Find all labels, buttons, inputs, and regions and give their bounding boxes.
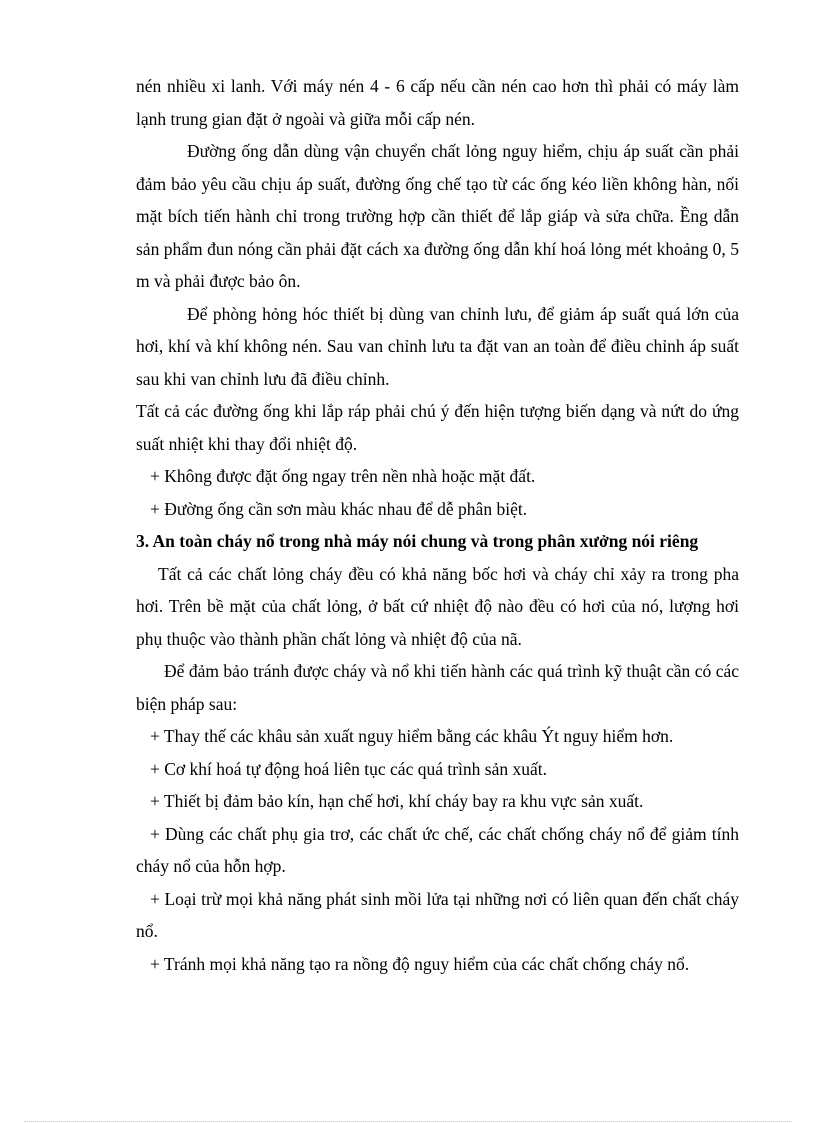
bullet-replace-hazardous: + Thay thế các khâu sản xuất nguy hiểm bằng các khâu Ýt nguy hiểm hơn. [150,726,674,746]
paragraph-flammable-liquids: Tất cả các chất lỏng cháy đều có khả năng bốc hơi và cháy chỉ xảy ra trong pha hơi. Trên bề mặt của chất lỏng, ở bất cứ nhiệt độ nào đều có hơi của nó, lượng hơi phụ thuộc vào thành phần chất lỏng và nhiệt độ của nã. [136,563,739,649]
paragraph-compressor-cooling: nén nhiều xi lanh. Với máy nén 4 - 6 cấp nếu cần nén cao hơn thì phải có máy làm lạnh trung gian đặt ở ngoài và giữa mỗi cấp nén. [136,76,739,129]
bullet-automation: + Cơ khí hoá tự động hoá liên tục các quá trình sản xuất. [150,758,547,779]
bullet-pipe-color: + Đường ống cần sơn màu khác nhau để dễ phân biệt. [150,498,528,519]
document-body [136,70,739,980]
bullet-dangerous-concentration: + Tránh mọi khả năng tạo ra nồng độ nguy hiểm của các chất chống cháy nổ. [150,953,690,974]
bullet-sealed-equipment: + Thiết bị đảm bảo kín, hạn chế hơi, khí cháy bay ra khu vực sản xuất. [150,791,644,811]
bullet-ignition-sources: + Loại trừ mọi khả năng phát sinh mồi lửa tại những nơi có liên quan đến chất cháy nổ. [136,888,739,941]
paragraph-thermal-stress: Tất cả các đường ống khi lắp ráp phải chú ý đến hiện tượng biến dạng và nứt do ứng suất nhiệt khi thay đổi nhiệt độ. [136,401,739,454]
bullet-pipe-placement: + Không được đặt ống ngay trên nền nhà hoặc mặt đất. [150,466,536,486]
paragraph-check-valve: Để phòng hỏng hóc thiết bị dùng van chỉnh lưu, để giảm áp suất quá lớn của hơi, khí và khí không nén. Sau van chỉnh lưu ta đặt van an toàn để điều chỉnh áp suất sau khi van chỉnh lưu đã điều chỉnh. [136,303,739,389]
bullet-inert-additives: + Dùng các chất phụ gia trơ, các chất ức chế, các chất chống cháy nổ để giảm tính cháy nổ của hỗn hợp. [136,823,739,876]
paragraph-fire-prevention-intro: Để đảm bảo tránh được cháy và nổ khi tiến hành các quá trình kỹ thuật cần có các biện pháp sau: [136,661,739,714]
section-heading-fire-safety: 3. An toàn cháy nổ trong nhà máy nói chung và trong phân xưởng nói riêng [136,531,699,551]
paragraph-pipeline-requirements: Đường ống dẫn dùng vận chuyển chất lỏng nguy hiểm, chịu áp suất cần phải đảm bảo yêu cầu chịu áp suất, đường ống chế tạo từ các ống kéo liền không hàn, nối mặt bích tiến hành chỉ trong trường hợp cần thiết để lắp giáp và sửa chữa. Ềng dẫn sản phẩm đun nóng cần phải đặt cách xa đường ống dẫn khí hoá lỏng mét khoảng 0, 5 m và phải được bảo ôn. [136,141,739,291]
page-bottom-border [24,1121,792,1122]
